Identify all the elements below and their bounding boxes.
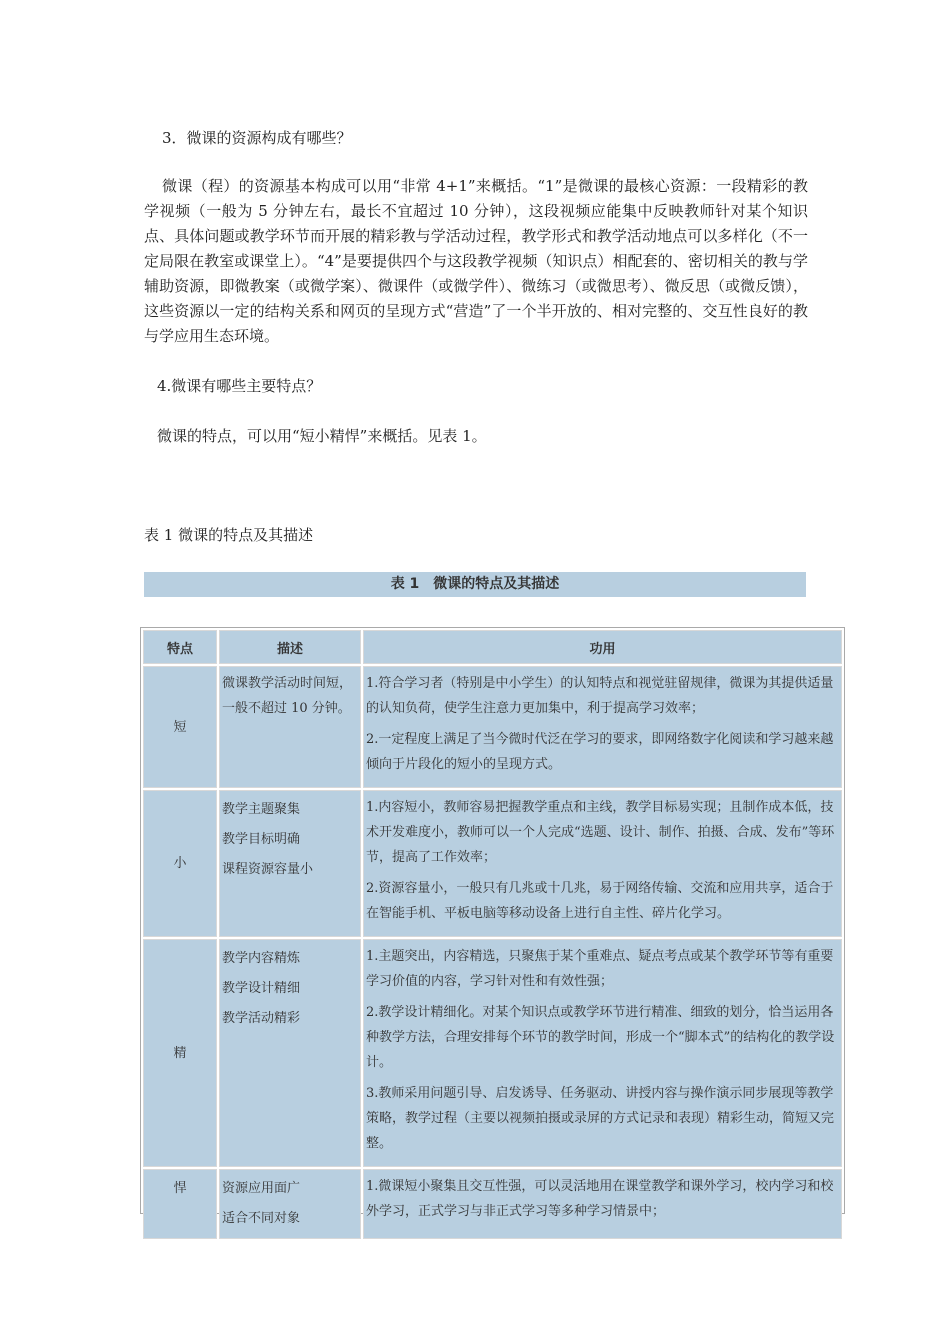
- function-cell: [363, 939, 842, 1167]
- function-item: 1.内容短小，教师容易把握教学重点和主线，教学目标易实现；且制作成本低，技术开发难度小，教师可以一个人完成“选题、设计、制作、拍摄、合成、发布”等环节，提高了工作效率；: [366, 800, 835, 865]
- description-line: 教学主题聚集: [222, 802, 301, 817]
- function-cell: [363, 790, 842, 937]
- table-row: [143, 666, 842, 788]
- header-description: 描述: [219, 630, 361, 664]
- function-item: 1.微课短小聚集且交互性强，可以灵活地用在课堂教学和课外学习，校内学习和校外学习，正式学习与非正式学习等多种学习情景中；: [366, 1179, 834, 1219]
- header-feature: 特点: [143, 630, 217, 664]
- header-function: 功用: [363, 630, 842, 664]
- description-cell: [219, 939, 361, 1167]
- section-3-paragraph: 微课（程）的资源基本构成可以用“非常 4+1”来概括。“1”是微课的最核心资源：一段精彩的教学视频（一般为 5 分钟左右，最长不宜超过 10 分钟），这段视频应能集中反映教师针对某个知识点、具体问题或教学环节而开展的精彩教与学活动过程，教学形式和教学活动地点可以多样化（不一定局限在教室或课堂上）。“4”是要提供四个与这段教学视频（知识点）相配套的、密切相关的教与学辅助资源，即微教案（或微学案）、微课件（或微学件）、微练习（或微思考）、微反思（或微反馈），这些资源以一定的结构关系和网页的呈现方式“营造”了一个半开放的、相对完整的、交互性良好的教与学应用生态环境。: [144, 177, 808, 345]
- description-line: 教学活动精彩: [222, 1011, 301, 1026]
- feature-cell: 短: [143, 666, 217, 788]
- features-table: [140, 627, 845, 1226]
- function-item: 3.教师采用问题引导、启发诱导、任务驱动、讲授内容与操作演示同步展现等教学策略，教学过程（主要以视频拍摄或录屏的方式记录和表现）精彩生动，简短又完整。: [366, 1086, 835, 1151]
- function-item: 1.符合学习者（特别是中小学生）的认知特点和视觉驻留规律，微课为其提供适量的认知负荷，使学生注意力更加集中，利于提高学习效率；: [366, 676, 834, 716]
- description-line: 微课教学活动时间短，一般不超过 10 分钟。: [222, 676, 353, 716]
- function-item: 2.资源容量小，一般只有几兆或十几兆，易于网络传输、交流和应用共享，适合于在智能手机、平板电脑等移动设备上进行自主性、碎片化学习。: [366, 881, 834, 921]
- section-3-heading: 3．微课的资源构成有哪些？: [162, 129, 352, 147]
- function-cell: [363, 1169, 842, 1239]
- description-line: 资源应用面广: [222, 1181, 301, 1196]
- section-4-paragraph: 微课的特点，可以用“短小精悍”来概括。见表 1。: [157, 427, 487, 445]
- function-item: 2.教学设计精细化。对某个知识点或教学环节进行精准、细致的划分，恰当运用各种教学方法，合理安排每个环节的教学时间，形成一个“脚本式”的结构化的教学设计。: [366, 1005, 835, 1070]
- table-row: [143, 939, 842, 1167]
- function-item: 1.主题突出，内容精选，只聚焦于某个重难点、疑点考点或某个教学环节等有重要学习价值的内容，学习针对性和有效性强；: [366, 949, 834, 989]
- table-title: 表 1 微课的特点及其描述: [144, 572, 806, 597]
- description-cell: [219, 666, 361, 788]
- table-row: [143, 1169, 842, 1239]
- description-cell: [219, 790, 361, 937]
- description-line: 适合不同对象: [222, 1211, 301, 1226]
- feature-cell: 小: [143, 790, 217, 937]
- description-line: 课程资源容量小: [222, 862, 314, 877]
- function-cell: [363, 666, 842, 788]
- table-row: [143, 790, 842, 937]
- table-caption: 表 1 微课的特点及其描述: [144, 526, 314, 544]
- function-item: 2.一定程度上满足了当今微时代泛在学习的要求，即网络数字化阅读和学习越来越倾向于片段化的短小的呈现方式。: [366, 732, 834, 772]
- feature-cell: 精: [143, 939, 217, 1167]
- table-header-row: [143, 630, 842, 664]
- description-cell: [219, 1169, 361, 1239]
- description-line: 教学目标明确: [222, 832, 301, 847]
- description-line: 教学内容精炼: [222, 951, 301, 966]
- feature-cell: 悍: [143, 1169, 217, 1239]
- section-4-heading: 4.微课有哪些主要特点？: [157, 377, 322, 395]
- description-line: 教学设计精细: [222, 981, 301, 996]
